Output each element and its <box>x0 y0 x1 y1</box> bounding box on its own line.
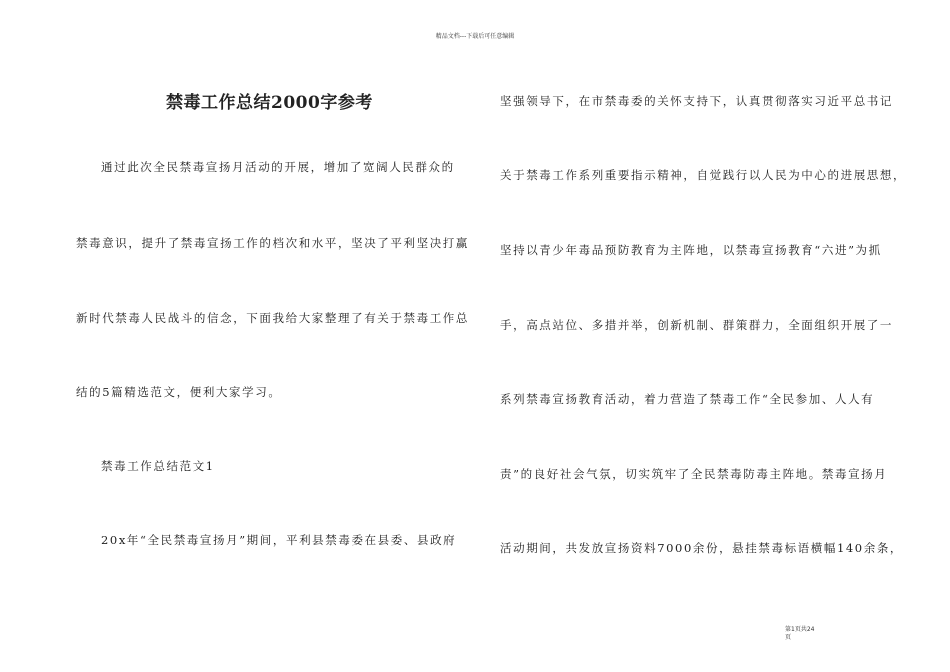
paragraph-line: 通过此次全民禁毒宣扬月活动的开展，增加了宽阔人民群众的 <box>101 160 455 174</box>
paragraph-line: 活动期间，共发放宣扬资料7000余份，悬挂禁毒标语横幅140余条， <box>500 541 904 555</box>
page-number-line: 第1页共24 <box>785 626 815 633</box>
page-number-line: 页 <box>785 634 792 641</box>
paragraph-line: 坚强领导下，在市禁毒委的关怀支持下，认真贯彻落实习近平总书记 <box>500 94 893 108</box>
paragraph-line: 手，高点站位、多措并举，创新机制、群策群力，全面组织开展了一 <box>500 318 893 332</box>
section-heading: 禁毒工作总结范文1 <box>101 459 215 473</box>
paragraph-line: 20x年“全民禁毒宣扬月”期间，平利县禁毒委在县委、县政府 <box>101 533 457 547</box>
right-column <box>500 0 907 672</box>
left-column <box>76 0 476 672</box>
paragraph-line: 坚持以青少年毒品预防教育为主阵地，以禁毒宣扬教育“六进”为抓 <box>500 243 882 257</box>
document-title: 禁毒工作总结2000字参考 <box>166 93 373 113</box>
page-number <box>785 626 845 642</box>
paragraph-line: 系列禁毒宣扬教育活动，着力营造了禁毒工作“全民参加、人人有 <box>500 392 875 406</box>
header-note: 精品文档---下载后可任意编辑 <box>435 33 515 40</box>
paragraph-line: 责”的良好社会气氛，切实筑牢了全民禁毒防毒主阵地。禁毒宣扬月 <box>500 467 888 481</box>
paragraph-line: 关于禁毒工作系列重要指示精神，自觉践行以人民为中心的进展思想， <box>500 168 907 182</box>
paragraph-line: 新时代禁毒人民战斗的信念，下面我给大家整理了有关于禁毒工作总 <box>76 311 469 325</box>
paragraph-line: 结的5篇精选范文，便利大家学习。 <box>76 385 282 399</box>
paragraph-line: 禁毒意识，提升了禁毒宣扬工作的档次和水平，坚决了平利坚决打赢 <box>76 236 469 250</box>
